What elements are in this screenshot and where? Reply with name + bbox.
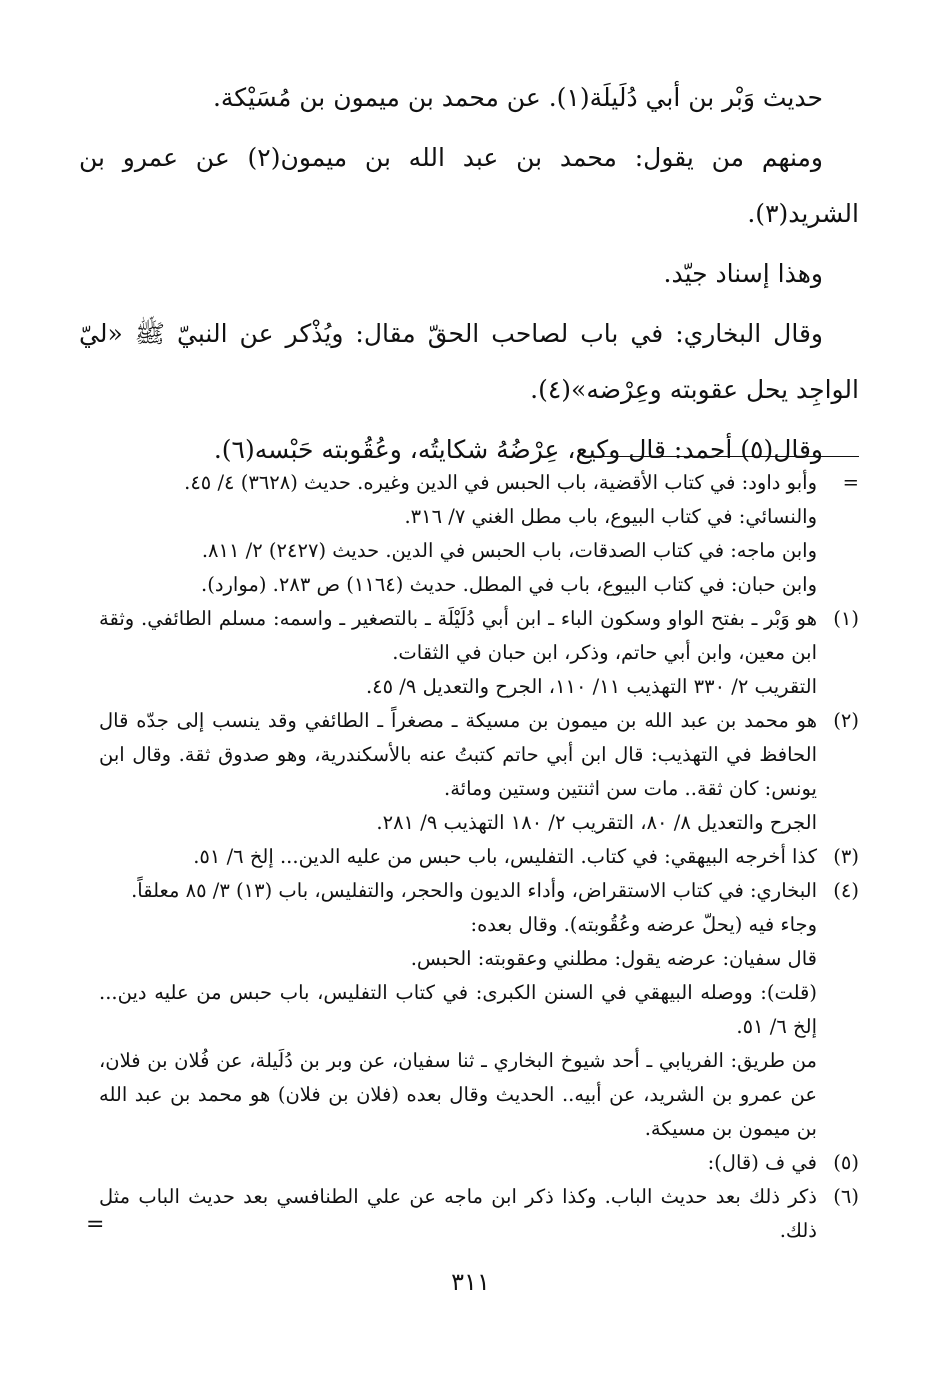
main-paragraph-4: وقال البخاري: في باب لصاحب الحقّ مقال: ويُذْكر عن النبيّ ﷺ «ليّ الواجِد يحل عقوبته وعِرْضه»(٤). [79,319,859,404]
footnote-marker: (٢) [833,709,859,732]
footnote-body [99,466,817,602]
footnote-marker: = [842,471,859,494]
footnote-body [99,874,817,1146]
main-paragraph-5: وقال(٥) أحمد: قال وكيع، عِرْضُهُ شكايتُه، وعُقُوبته حَبْسه(٦). [213,435,823,464]
main-paragraph-2: ومنهم من يقول: محمد بن عبد الله بن ميمون(٢) عن عمرو بن الشريد(٣). [79,143,859,228]
footnote-line: في ف (قال): [707,1151,817,1174]
footnote-body [99,704,817,840]
footnote-marker: (٦) [833,1185,859,1208]
footnote-2 [99,704,859,840]
footnote-line: (قلت): ووصله البيهقي في السنن الكبرى: في كتاب التفليس، باب حبس من عليه دين... إلخ ٦/ ٥١. [99,981,817,1038]
main-text-block [79,70,859,478]
footnote-marker: (٣) [833,845,859,868]
footnote-line: وأبو داود: في كتاب الأقضية، باب الحبس في الدين وغيره. حديث (٣٦٢٨) ٤/ ٤٥. [184,471,817,494]
footnote-body [99,602,817,704]
footnote-line: والنسائي: في كتاب البيوع، باب مطل الغني ٧/ ٣١٦. [404,505,817,528]
footnote-line: كذا أخرجه البيهقي: في كتاب. التفليس، باب حبس من عليه الدين... إلخ ٦/ ٥١. [193,845,817,868]
footnote-line: وابن ماجه: في كتاب الصدقات، باب الحبس في الدين. حديث (٢٤٢٧) ٢/ ٨١١. [201,539,817,562]
footnote-marker: (٥) [833,1151,859,1174]
main-paragraph-1: حديث وَبْر بن أبي دُلَيلَة(١). عن محمد بن ميمون بن مُسَيْكة. [212,83,823,112]
footnote-line: ذكر ذلك بعد حديث الباب. وكذا ذكر ابن ماجه عن علي الطنافسي بعد حديث الباب مثل ذلك. [99,1185,817,1242]
footnote-separator-rule [583,456,859,457]
footnote-6 [99,1180,859,1248]
footnote-line: هو محمد بن عبد الله بن ميمون بن مسيكة ـ مصغراً ـ الطائفي وقد ينسب إلى جدّه قال الحافظ في التهذيب: قال ابن أبي حاتم كتبتُ عنه بالأسكندرية، وهو صدوق ثقة. وقال ابن يونس: كان ثقة.. مات سن اثنتين وستين ومائة. [99,709,817,800]
footnote-3 [99,840,859,874]
footnote-1 [99,602,859,704]
footnote-body [99,840,817,874]
footnote-marker: (٤) [833,879,859,902]
footnote-body [99,1180,817,1248]
footnote-line: التقريب ٢/ ٣٣٠ التهذيب ١١/ ١١٠، الجرح والتعديل ٩/ ٤٥. [365,675,817,698]
footnote-continues-mark: = [86,1212,105,1237]
footnote-line: البخاري: في كتاب الاستقراض، وأداء الديون والحجر، والتفليس، باب (١٣) ٣/ ٨٥ معلقاً. [131,879,817,902]
footnote-line: هو وَبْر ـ بفتح الواو وسكون الباء ـ ابن أبي دُلَيْلَة ـ بالتصغير ـ واسمه: مسلم الطائفي. وثقة ابن معين، وابن أبي حاتم، وذكر، ابن حبان في الثقات. [99,607,817,664]
footnote-line: وجاء فيه (يحلّ عرضه وعُقُوبته). وقال بعده: [470,913,817,936]
footnote-line: من طريق: الفريابي ـ أحد شيوخ البخاري ـ ثنا سفيان، عن وبر بن دُلَيلة، عن فُلان بن فلان، عن عمرو بن الشريد، عن أبيه.. الحديث وقال بعده (فلان بن فلان) هو محمد بن عبد الله بن ميمون بن مسيكة. [99,1049,817,1140]
footnote-marker: (١) [833,607,859,630]
footnote-line: وابن حبان: في كتاب البيوع، باب في المطل. حديث (١١٦٤) ص ٢٨٣. (موارد). [201,573,817,596]
footnote-line: الجرح والتعديل ٨/ ٨٠، التقريب ٢/ ١٨٠ التهذيب ٩/ ٢٨١. [376,811,817,834]
main-paragraph-3: وهذا إسناد جيّد. [663,259,823,288]
footnote-continued [99,466,859,602]
footnote-body [99,1146,817,1180]
footnote-5 [99,1146,859,1180]
footnotes-block [99,466,859,1248]
footnote-4 [99,874,859,1146]
page-number: ٣١١ [451,1268,490,1296]
footnote-line: قال سفيان: عرضه يقول: مطلني وعقوبته: الحبس. [410,947,817,970]
